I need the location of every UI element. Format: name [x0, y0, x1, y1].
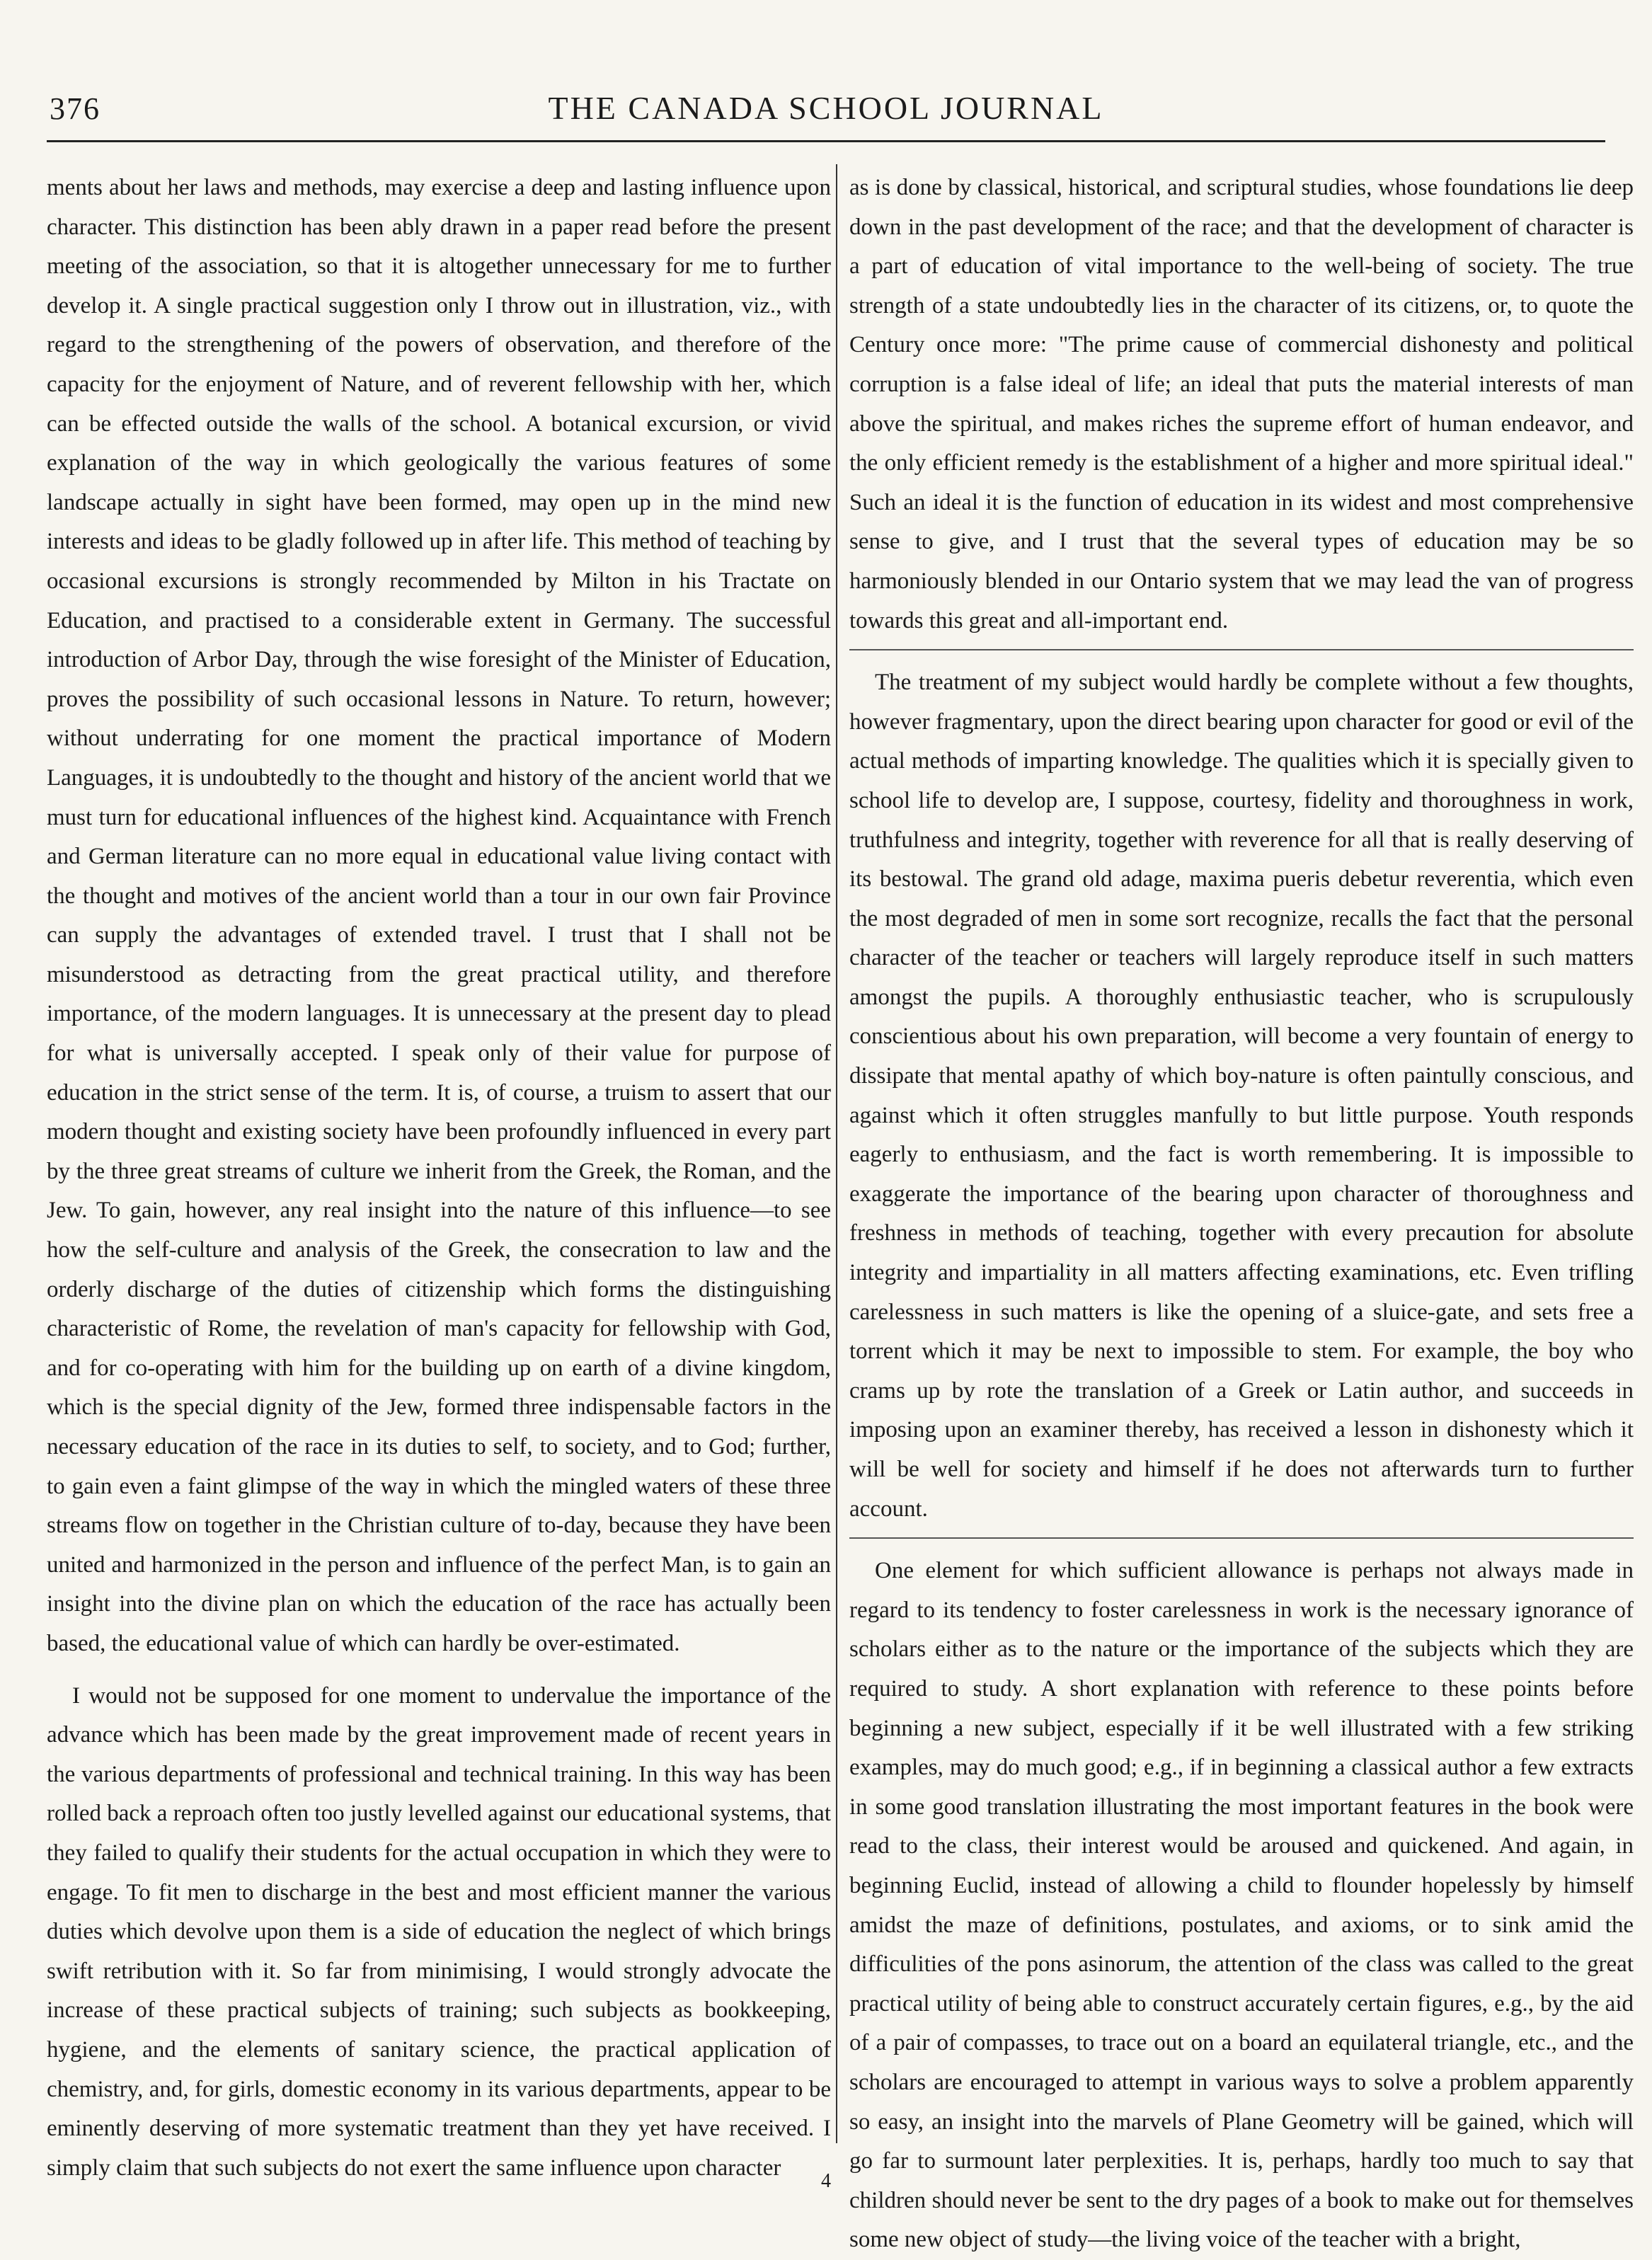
- column-divider: [836, 164, 837, 2143]
- left-paragraph-1: ments about her laws and methods, may exercise a deep and lasting influence upon character. This distinction has been ably drawn in a paper read before the present meeting of the association, so that it is altogether unnecessary for me to further develop it. A single practical suggestion only I throw out in illustration, viz., with regard to the strengthening of the powers of observation, and therefore of the capacity for the enjoyment of Nature, and of reverent fellowship with her, which can be effected outside the walls of the school. A botanical excursion, or vivid explanation of the way in which geologically the various features of some landscape actually in sight have been formed, may open up in the mind new interests and ideas to be gladly followed up in after life. This method of teaching by occasional excursions is strongly recommended by Milton in his Tractate on Education, and practised to a considerable extent in Germany. The successful introduction of Arbor Day, through the wise foresight of the Minister of Education, proves the possibility of such occasional lessons in Nature. To return, however; without underrating for one moment the practical importance of Modern Languages, it is undoubtedly to the thought and history of the ancient world that we must turn for educational influences of the highest kind. Acquaintance with French and German literature can no more equal in educational value living contact with the thought and motives of the ancient world than a tour in our own fair Province can supply the advantages of extended travel. I trust that I shall not be misunderstood as detracting from the great practical utility, and therefore importance, of the modern languages. It is unnecessary at the present day to plead for what is universally accepted. I speak only of their value for purpose of education in the strict sense of the term. It is, of course, a truism to assert that our modern thought and existing society have been profoundly influenced in every part by the three great streams of culture we inherit from the Greek, the Roman, and the Jew. To gain, however, any real insight into the nature of this influence—to see how the self-culture and analysis of the Greek, the consecration to law and the orderly discharge of the duties of citizenship which forms the distinguishing characteristic of Rome, the revelation of man's capacity for fellowship with God, and for co-operating with him for the building up on earth of a divine kingdom, which is the special dignity of the Jew, formed three indispensable factors in the necessary education of the race in its duties to self, to society, and to God; further, to gain even a faint glimpse of the way in which the mingled waters of these three streams flow on together in the Christian culture of to-day, because they have been united and harmonized in the person and influence of the perfect Man, is to gain an insight into the divine plan on which the education of the race has actually been based, the educational value of which can hardly be over-estimated.: [47, 175, 831, 1656]
- right-paragraph-2: The treatment of my subject would hardly be complete without a few thoughts, however fragmentary, upon the direct bearing upon character for good or evil of the actual methods of imparting knowledge. The qualities which it is specially given to school life to develop are, I suppose, courtesy, fidelity and thoroughness in work, truthfulness and integrity, together with reverence for all that is really deserving of its bestowal. The grand old adage, maxima pueris debetur reverentia, which even the most degraded of men in some sort recognize, recalls the fact that the personal character of the teacher or teachers will largely reproduce itself in such matters amongst the pupils. A thoroughly enthusiastic teacher, who is scrupulously conscientious about his own preparation, will become a very fountain of energy to dissipate that mental apathy of which boy-nature is often paintully conscious, and against which it often struggles manfully to but little purpose. Youth responds eagerly to enthusiasm, and the fact is worth remembering. It is impossible to exaggerate the importance of the bearing upon character of thoroughness and freshness in methods of teaching, together with every precaution for absolute integrity and impartiality in all matters affecting examinations, etc. Even trifling carelessness in such matters is like the opening of a sluice-gate, and sets free a torrent which it may be next to impossible to stem. For example, the boy who crams up by rote the translation of a Greek or Latin author, and succeeds in imposing upon an examiner thereby, has received a lesson in dishonesty which it will be well for society and himself if he does not afterwards turn to further account.: [849, 670, 1634, 1522]
- left-column: [47, 168, 831, 2181]
- left-paragraph-2: I would not be supposed for one moment to undervalue the importance of the advance which has been made by the great improvement made of recent years in the various departments of professional and technical training. In this way has been rolled back a reproach often too justly levelled against our educational systems, that they failed to qualify their students for the actual occupation in which they were to engage. To fit men to discharge in the best and most efficient manner the various duties which devolve upon them is a side of education the neglect of which brings swift retribution with it. So far from minimising, I would strongly advocate the increase of these practical subjects of training; such subjects as bookkeeping, hygiene, and the elements of sanitary science, the practical application of chemistry, and, for girls, domestic economy in its various departments, appear to be eminently deserving of more systematic treatment than they yet have received. I simply claim that such subjects do not exert the same influence upon character: [47, 1682, 831, 2181]
- page-number: 376: [50, 91, 101, 126]
- footer-mark: 4: [821, 2170, 831, 2192]
- section-rule: [849, 1537, 1634, 1539]
- right-paragraph-3: One element for which sufficient allowance is perhaps not always made in regard to its tendency to foster carelessness in work is the necessary ignorance of scholars either as to the nature or the importance of the subjects which they are required to study. A short explanation with reference to these points before beginning a new subject, especially if it be well illustrated with a few striking examples, may do much good; e.g., if in beginning a classical author a few extracts in some good translation illustrating the most important features in the book were read to the class, their interest would be aroused and quickened. And again, in beginning Euclid, instead of allowing a child to flounder hopelessly by himself amidst the maze of definitions, postulates, and axioms, or to sink amid the difficulities of the pons asinorum, the attention of the class was called to the great practical utility of being able to construct accurately certain figures, e.g., by the aid of a pair of compasses, to trace out on a board an equilateral triangle, etc., and the scholars are encouraged to attempt in various ways to solve a problem apparently so easy, an insight into the marvels of Plane Geometry will be gained, which will go far to surmount later perplexities. It is, perhaps, hardly too much to say that children should never be sent to the dry pages of a book to make out for themselves some new object of study—the living voice of the teacher with a bright,: [849, 1558, 1634, 2253]
- section-rule: [849, 649, 1634, 650]
- header-rule: [47, 140, 1605, 142]
- right-column: [849, 168, 1634, 2253]
- journal-title: THE CANADA SCHOOL JOURNAL: [548, 90, 1104, 126]
- right-paragraph-1: as is done by classical, historical, and scriptural studies, whose foundations lie deep down in the past development of the race; and that the development of character is a part of education of vital importance to the well-being of society. The true strength of a state undoubtedly lies in the character of its citizens, or, to quote the Century once more: "The prime cause of commercial dishonesty and political corruption is a false ideal of life; an ideal that puts the material interests of man above the spiritual, and makes riches the supreme effort of human endeavor, and the only efficient remedy is the establishment of a higher and more spiritual ideal." Such an ideal it is the function of education in its widest and most comprehensive sense to give, and I trust that the several types of education may be so harmoniously blended in our Ontario system that we may lead the van of progress towards this great and all-important end.: [849, 175, 1634, 633]
